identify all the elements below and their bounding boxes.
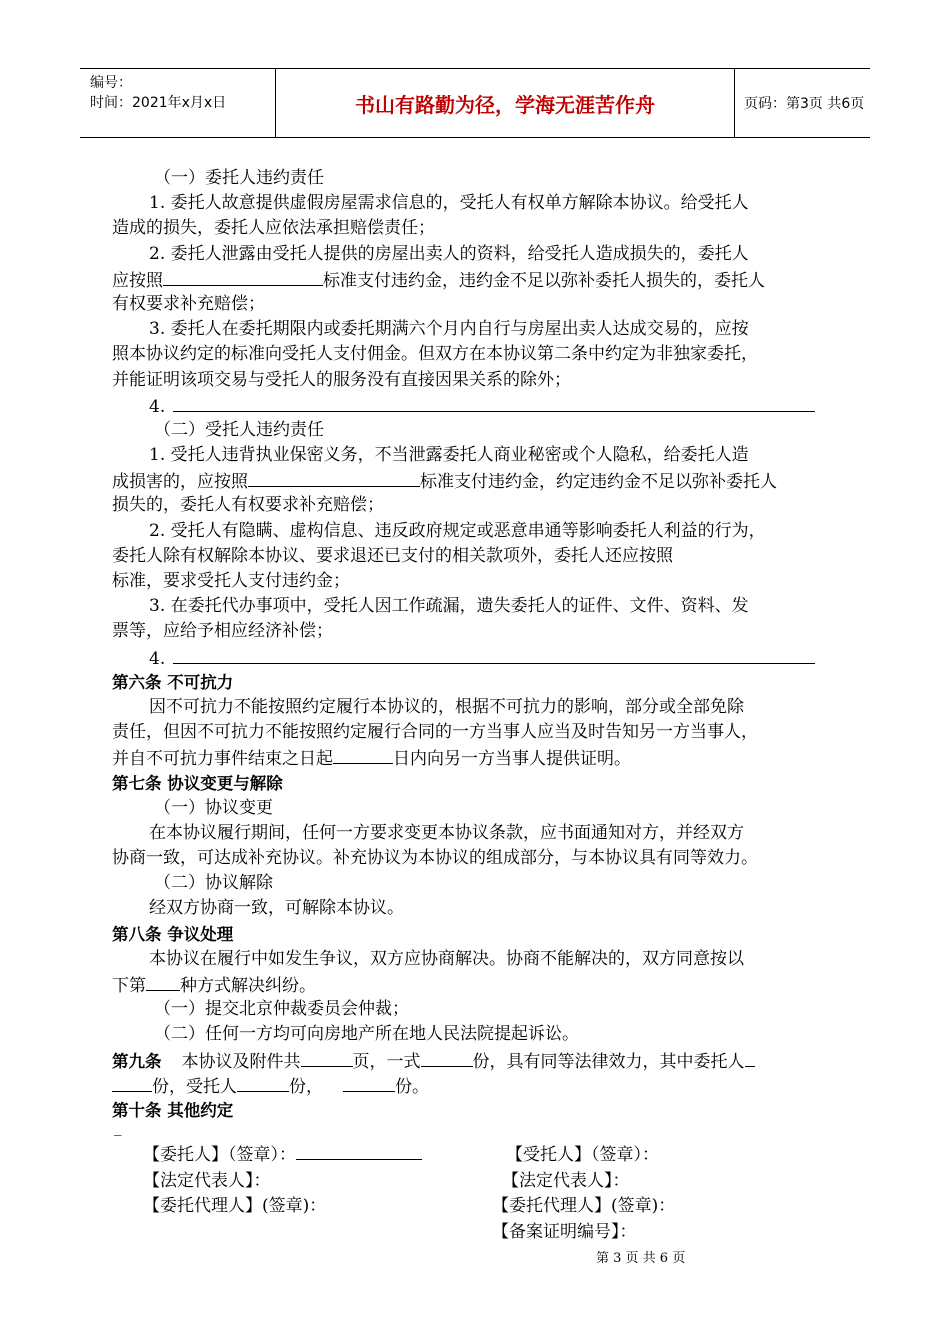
principal-signature-line: [143, 1140, 422, 1165]
fill-blank[interactable]: [343, 1073, 395, 1092]
page-header: [80, 68, 870, 138]
section-heading: （一）协议变更: [154, 797, 273, 818]
principal-label: 【委托人】（签章）：: [143, 1145, 296, 1165]
item-number: 4.: [149, 648, 166, 669]
fill-blank[interactable]: [163, 267, 323, 286]
paragraph-line: [112, 468, 852, 493]
text-fragment: 份，具有同等法律效力，其中委托人: [472, 1051, 745, 1072]
fill-blank[interactable]: [112, 1073, 152, 1092]
paragraph-line: [112, 393, 852, 418]
paragraph-line: 有权要求补充赔偿；: [112, 293, 265, 314]
header-motto: 书山有路勤为径，学海无涯苦作舟: [276, 69, 735, 137]
paragraph-line: 2. 委托人泄露由受托人提供的房屋出卖人的资料，给受托人造成损失的，委托人: [149, 243, 749, 264]
agent-signature-label: 【受托人】（签章）：: [506, 1145, 659, 1165]
item-number: 4.: [149, 396, 166, 417]
paragraph-line: 3. 在委托代办事项中，受托人因工作疏漏，遗失委托人的证件、文件、资料、发: [149, 596, 749, 617]
list-item: （一）提交北京仲裁委员会仲裁；: [154, 999, 409, 1020]
paragraph-line: [112, 1073, 852, 1098]
paragraph-line: 造成的损失，委托人应依法承担赔偿责任；: [112, 218, 435, 239]
time-label: 时间：2021年x月x日: [90, 95, 227, 111]
text-fragment: 种方式解决纠纷。: [180, 976, 316, 996]
agent-proxy-label: 【委托代理人】(签章)：: [492, 1196, 676, 1216]
fill-blank[interactable]: [745, 1048, 755, 1067]
text-fragment: 份，受托人: [152, 1076, 237, 1097]
text-fragment: 下第: [112, 976, 146, 996]
page-footer: 第 3 页 共 6 页: [596, 1251, 686, 1266]
paragraph-line: 责任，但因不可抗力不能按照约定履行合同的一方当事人应当及时告知另一方当事人，: [112, 722, 758, 743]
article-heading: 第七条 协议变更与解除: [112, 773, 283, 793]
header-page-info: 页码：第3页 共6页: [744, 96, 865, 112]
paragraph-line: [112, 972, 852, 997]
list-item: （二）任何一方均可向房地产所在地人民法院提起诉讼。: [154, 1024, 579, 1045]
text-fragment: 应按照: [112, 270, 163, 291]
paragraph-line: [112, 1048, 852, 1073]
text-fragment: 份。: [395, 1076, 429, 1097]
paragraph-line: [112, 745, 852, 770]
fill-blank[interactable]: [333, 745, 393, 764]
principal-agent-label: 【委托代理人】(签章)：: [143, 1196, 327, 1216]
text-fragment: 并自不可抗力事件结束之日起: [112, 749, 333, 770]
fill-blank[interactable]: [173, 645, 815, 664]
text-fragment: 页，一式: [352, 1051, 421, 1072]
article-heading: 第十条 其他约定: [112, 1100, 234, 1120]
paragraph-line: 经双方协商一致，可解除本协议。: [149, 898, 404, 919]
paragraph-line: 并能证明该项交易与受托人的服务没有直接因果关系的除外；: [112, 369, 571, 390]
paragraph-line: 在本协议履行期间，任何一方要求变更本协议条款，应书面通知对方，并经双方: [149, 822, 744, 843]
signature-blank[interactable]: [296, 1141, 422, 1160]
text-fragment: 日内向另一方当事人提供证明。: [393, 749, 631, 770]
paragraph-line: [112, 267, 852, 292]
document-body: [112, 166, 852, 1123]
paragraph-line: [112, 645, 852, 670]
fill-blank[interactable]: [248, 468, 420, 487]
paragraph-line: 票等，应给予相应经济补偿；: [112, 621, 333, 642]
paragraph-line: 3. 委托人在委托期限内或委托期满六个月内自行与房屋出卖人达成交易的，应按: [149, 319, 749, 340]
fill-blank[interactable]: [301, 1048, 353, 1067]
paragraph-line: 协商一致，可达成补充协议。补充协议为本协议的组成部分，与本协议具有同等效力。: [112, 848, 758, 869]
paragraph-line: 2. 受托人有隐瞒、虚构信息、违反政府规定或恶意串通等影响委托人利益的行为，: [149, 520, 766, 541]
paragraph-line: 1. 委托人故意提供虚假房屋需求信息的，受托人有权单方解除本协议。给受托人: [149, 193, 749, 214]
blank-mark: _: [114, 1118, 122, 1136]
text-fragment: 标准支付违约金，约定违约金不足以弥补委托人: [420, 472, 777, 493]
section-heading: （一）委托人违约责任: [154, 168, 324, 188]
section-heading: （二）受托人违约责任: [154, 419, 324, 440]
text-fragment: 成损害的，应按照: [112, 472, 248, 493]
article-label: 第九条: [112, 1051, 162, 1071]
paragraph-line: 标准，要求受托人支付违约金；: [112, 571, 350, 591]
number-label: 编号：: [90, 75, 132, 91]
text-fragment: 标准支付违约金，违约金不足以弥补委托人损失的，委托人: [323, 270, 765, 291]
fill-blank[interactable]: [237, 1073, 289, 1092]
paragraph-line: 委托人除有权解除本协议、要求退还已支付的相关款项外，委托人还应按照: [112, 545, 673, 566]
text-fragment: 份，: [289, 1076, 323, 1097]
agent-rep-label: 【法定代表人】：: [502, 1171, 630, 1191]
paragraph-line: 损失的，委托人有权要求补充赔偿；: [112, 495, 384, 516]
section-heading: （二）协议解除: [154, 873, 273, 894]
paragraph-line: 因不可抗力不能按照约定履行本协议的，根据不可抗力的影响，部分或全部免除: [149, 696, 744, 717]
article-heading: 第六条 不可抗力: [112, 672, 234, 692]
paragraph-line: 照本协议约定的标准向受托人支付佣金。但双方在本协议第二条中约定为非独家委托，: [112, 344, 758, 365]
filing-number-label: 【备案证明编号】：: [492, 1222, 637, 1242]
fill-blank[interactable]: [173, 393, 815, 412]
fill-blank[interactable]: [146, 972, 180, 991]
principal-rep-label: 【法定代表人】：: [143, 1171, 271, 1191]
header-meta: [80, 69, 276, 137]
paragraph-line: 本协议在履行中如发生争议，双方应协商解决。协商不能解决的，双方同意按以: [149, 948, 744, 969]
paragraph-line: 1. 受托人违背执业保密义务，不当泄露委托人商业秘密或个人隐私，给委托人造: [149, 445, 749, 466]
article-heading: 第八条 争议处理: [112, 924, 234, 944]
fill-blank[interactable]: [421, 1048, 473, 1067]
text-fragment: 本协议及附件共: [181, 1051, 301, 1072]
